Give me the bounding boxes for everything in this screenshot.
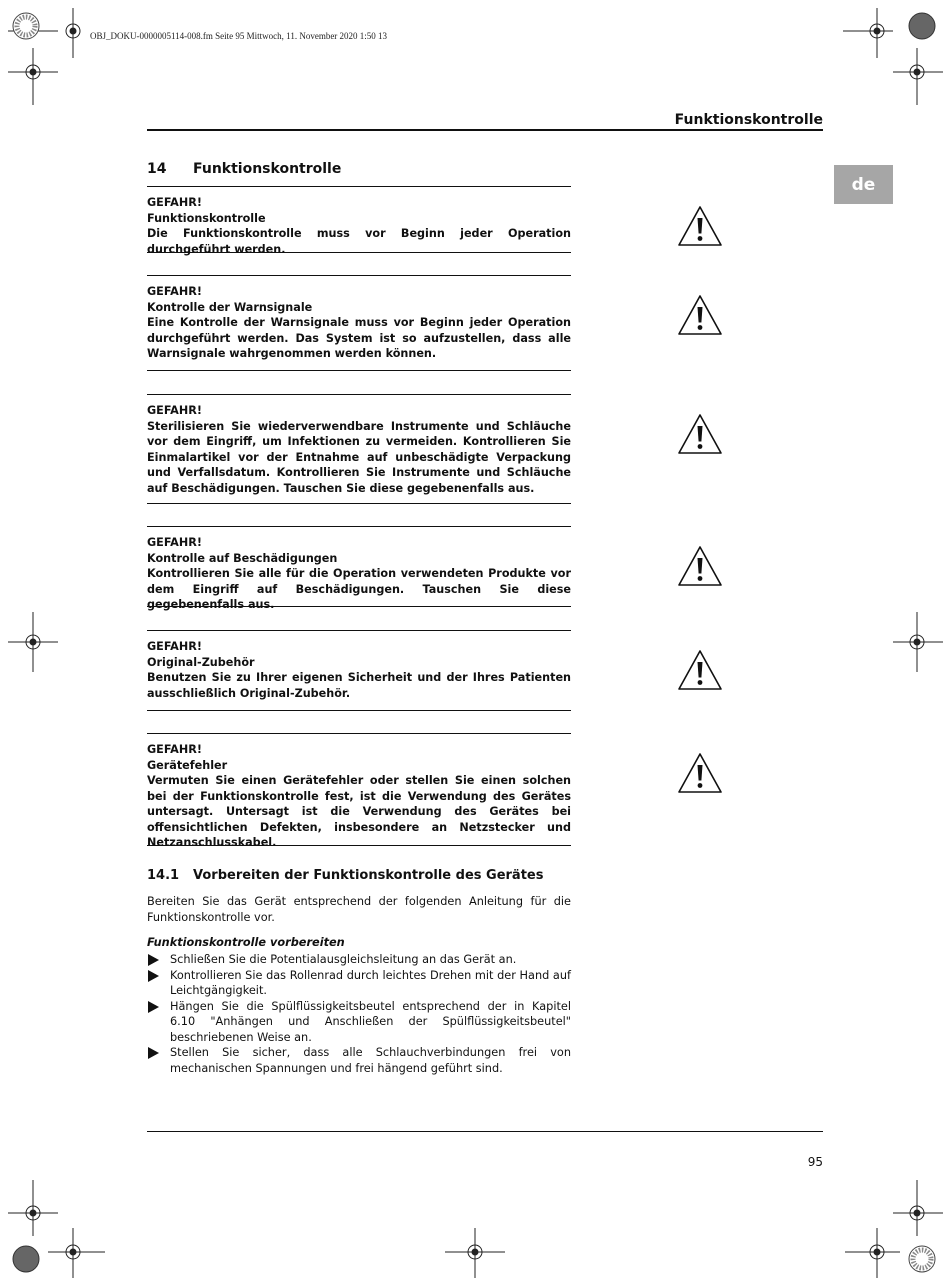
warning-text: Benutzen Sie zu Ihrer eigenen Sicherheit und der Ihres Patienten ausschließlich Original-Zubehör.	[147, 671, 571, 700]
warning-signal-word: GEFAHR!	[147, 285, 202, 298]
running-head: Funktionskontrolle	[674, 112, 823, 128]
list-item	[147, 999, 571, 1046]
warning-title: Original-Zubehör	[147, 655, 255, 669]
step-list	[147, 952, 571, 1076]
arrow-right-icon	[148, 954, 159, 966]
warning-block	[147, 639, 571, 701]
warning-triangle-icon	[677, 205, 723, 247]
warning-rule-top	[147, 275, 571, 276]
warning-signal-word: GEFAHR!	[147, 196, 202, 209]
step-text: Stellen Sie sicher, dass alle Schlauchverbindungen frei von mechanischen Spannungen und frei hängend geführt sind.	[170, 1046, 571, 1075]
warning-rule-top	[147, 526, 571, 527]
warning-signal-word: GEFAHR!	[147, 640, 202, 653]
arrow-right-icon	[148, 970, 159, 982]
warning-block	[147, 195, 571, 257]
warning-title: Kontrolle auf Beschädigungen	[147, 551, 338, 565]
warning-title: Funktionskontrolle	[147, 211, 266, 225]
warning-signal-word: GEFAHR!	[147, 536, 202, 549]
warning-block	[147, 284, 571, 362]
chapter-heading	[147, 161, 341, 177]
warning-triangle-icon	[677, 294, 723, 336]
warning-text: Eine Kontrolle der Warnsignale muss vor Beginn jeder Operation durchgeführt werden. Das System ist so aufzustellen, dass alle Warnsignale wahrgenommen werden können.	[147, 316, 571, 360]
section-number: 14.1	[147, 868, 180, 883]
footer-rule	[147, 1131, 823, 1132]
procedure-title: Funktionskontrolle vorbereiten	[147, 936, 345, 949]
warning-title: Gerätefehler	[147, 758, 228, 772]
warning-triangle-icon	[677, 545, 723, 587]
warning-rule-bottom	[147, 252, 571, 253]
list-item	[147, 1045, 571, 1076]
warning-rule-top	[147, 733, 571, 734]
warning-rule-bottom	[147, 845, 571, 846]
warning-title: Kontrolle der Warnsignale	[147, 300, 313, 314]
warning-rule-bottom	[147, 503, 571, 504]
section-heading	[147, 868, 543, 883]
warning-rule-top	[147, 186, 571, 187]
arrow-right-icon	[148, 1047, 159, 1059]
warning-block	[147, 535, 571, 613]
header-rule	[147, 129, 823, 131]
warning-rule-bottom	[147, 606, 571, 607]
intro-paragraph: Bereiten Sie das Gerät entsprechend der folgenden Anleitung für die Funktionskontrolle vor.	[147, 895, 571, 924]
warning-rule-bottom	[147, 370, 571, 371]
chapter-number: 14	[147, 161, 167, 177]
warning-triangle-icon	[677, 649, 723, 691]
arrow-right-icon	[148, 1001, 159, 1013]
warning-triangle-icon	[677, 413, 723, 455]
list-item	[147, 968, 571, 999]
warning-rule-bottom	[147, 710, 571, 711]
warning-text: Sterilisieren Sie wiederverwendbare Instrumente und Schläuche vor dem Eingriff, um Infektionen zu vermeiden. Kontrollieren Sie Einmalartikel vor der Entnahme auf unbeschädigte Verpackung und Verfallsdatum. Kontrollieren Sie Instrumente und Schläuche auf Beschädigungen. Tauschen Sie diese gegebenenfalls aus.	[147, 419, 571, 495]
language-tab: de	[834, 165, 893, 204]
warning-block	[147, 403, 571, 496]
warning-text: Vermuten Sie einen Gerätefehler oder stellen Sie einen solchen bei der Funktionskontrolle fest, ist die Verwendung des Gerätes untersagt. Untersagt ist die Verwendung des Gerätes bei offensichtlichen Defekten, insbesondere an Netzstecker und Netzanschlusskabel.	[147, 774, 571, 849]
step-text: Kontrollieren Sie das Rollenrad durch leichtes Drehen mit der Hand auf Leichtgängigkeit.	[170, 968, 571, 997]
warning-text: Kontrollieren Sie alle für die Operation verwendeten Produkte vor dem Eingriff auf Beschädigungen. Tauschen Sie diese gegebenenfalls aus.	[147, 567, 571, 611]
page-number: 95	[807, 1155, 823, 1169]
warning-triangle-icon	[677, 752, 723, 794]
print-header: OBJ_DOKU-0000005114-008.fm Seite 95 Mittwoch, 11. November 2020 1:50 13	[90, 31, 388, 41]
warning-block	[147, 742, 571, 851]
chapter-title: Funktionskontrolle	[193, 161, 342, 177]
warning-rule-top	[147, 630, 571, 631]
warning-rule-top	[147, 394, 571, 395]
warning-signal-word: GEFAHR!	[147, 404, 202, 417]
step-text: Hängen Sie die Spülflüssigkeitsbeutel entsprechend der in Kapitel 6.10 "Anhängen und Anschließen der Spülflüssigkeitsbeutel" beschriebenen Weise an.	[170, 999, 571, 1044]
list-item	[147, 952, 571, 968]
warning-signal-word: GEFAHR!	[147, 743, 202, 756]
step-text: Schließen Sie die Potentialausgleichsleitung an das Gerät an.	[170, 953, 517, 966]
section-title: Vorbereiten der Funktionskontrolle des Gerätes	[193, 868, 544, 883]
warning-text: Die Funktionskontrolle muss vor Beginn jeder Operation durchgeführt werden.	[147, 227, 571, 256]
